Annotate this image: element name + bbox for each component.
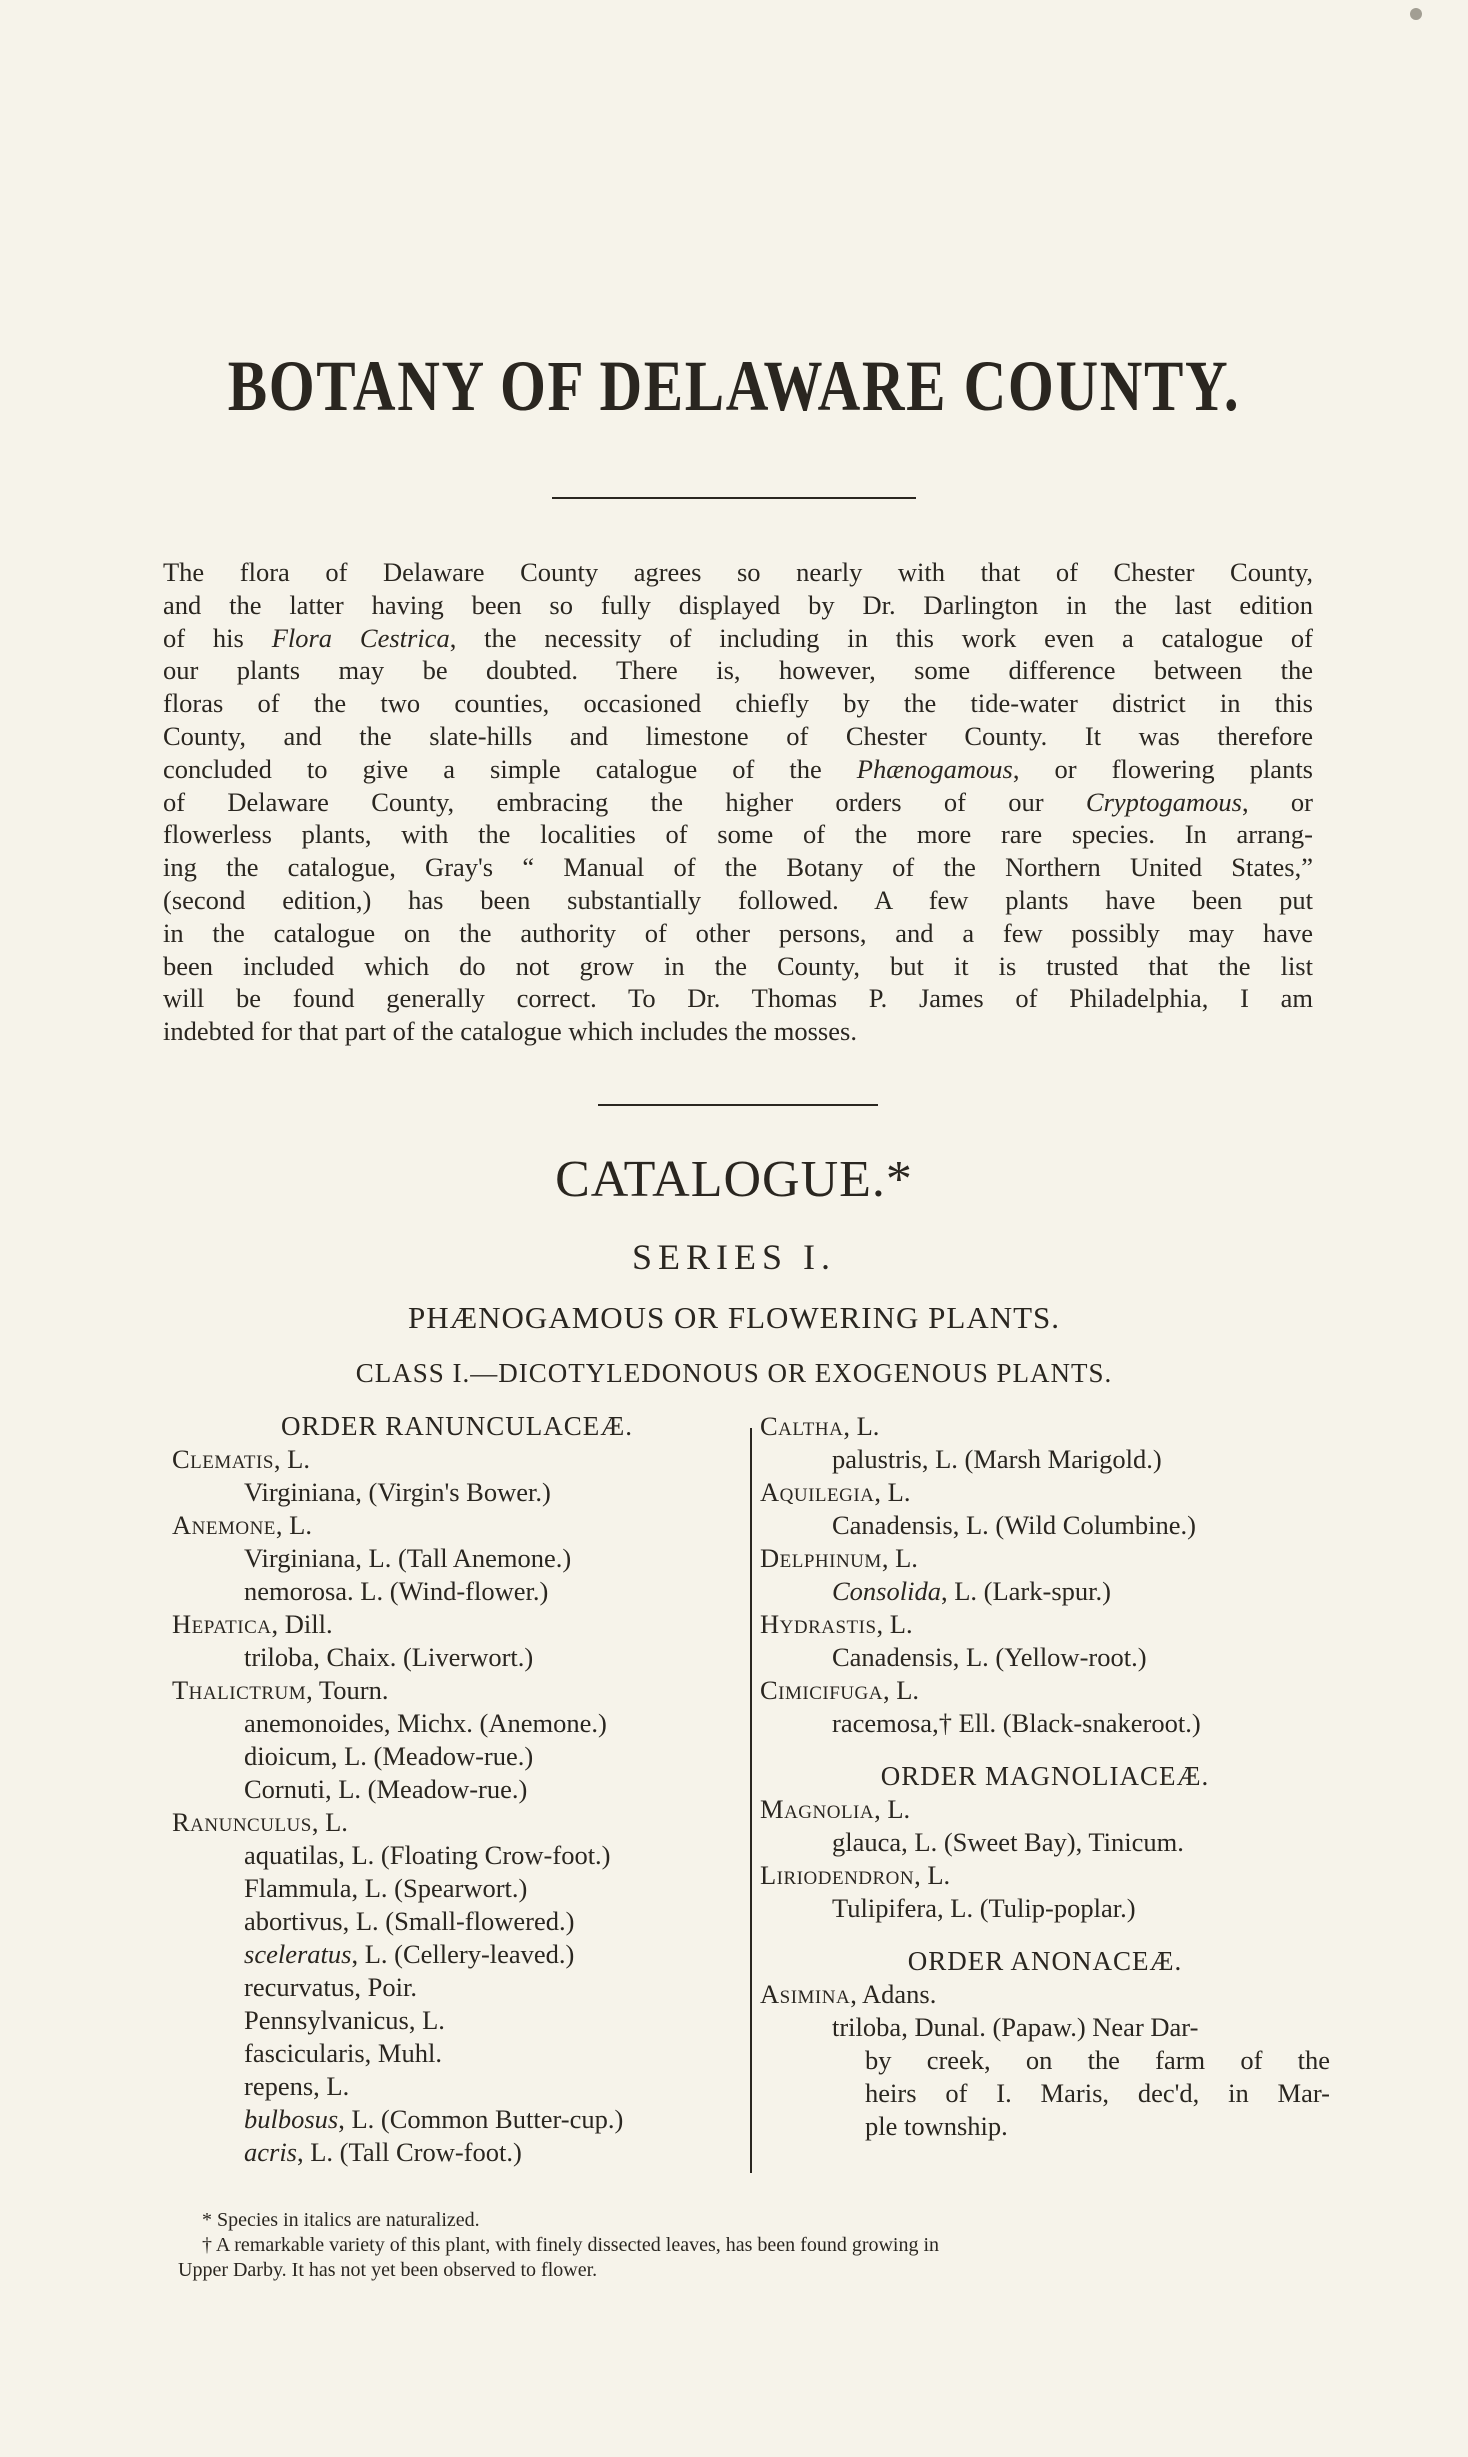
- genus-entry: [760, 1859, 1330, 1892]
- intro-line: flowerless plants, with the localities of some of the more rare species. In arrang-: [163, 819, 1313, 850]
- species-name: recurvatus: [244, 1972, 355, 2002]
- genus-name: Hydrastis: [760, 1609, 877, 1639]
- genus-authority: , L.: [914, 1860, 951, 1890]
- intro-italic: Flora Cestrica: [271, 622, 450, 653]
- species-detail: , L. (Floating Crow-foot.): [338, 1840, 611, 1870]
- species-detail: , Dunal. (Papaw.) Near Dar-: [901, 2012, 1199, 2042]
- intro-line: indebted for that part of the catalogue which includes the mosses.: [163, 1016, 857, 1047]
- species-detail: , Chaix. (Liverwort.): [313, 1642, 534, 1672]
- genus-name: Magnolia: [760, 1794, 875, 1824]
- species-detail: , Poir.: [354, 1972, 417, 2002]
- species-detail: , L. (Marsh Marigold.): [921, 1444, 1162, 1474]
- footnote-2-continued: Upper Darby. It has not yet been observed to flower.: [178, 2259, 598, 2281]
- intro-line: [163, 753, 1313, 786]
- genus-entry: [172, 1509, 742, 1542]
- genus-name: Thalictrum: [172, 1675, 307, 1705]
- species-entry: [172, 2037, 742, 2070]
- genus-authority: , L.: [876, 1609, 913, 1639]
- genus-authority: , L.: [275, 1510, 312, 1540]
- intro-line: and the latter having been so fully displayed by Dr. Darlington in the last edition: [163, 589, 1313, 620]
- species-name: fascicularis: [244, 2038, 365, 2068]
- species-name: Virginiana: [244, 1543, 356, 1573]
- species-name: anemonoides: [244, 1708, 384, 1738]
- genus-name: Asimina: [760, 1979, 851, 2009]
- species-detail: , L. (Meadow-rue.): [330, 1741, 534, 1771]
- genus-entry: [760, 1410, 1330, 1443]
- species-entry: [760, 2011, 1330, 2044]
- species-entry: [172, 1938, 742, 1971]
- genus-name: Ranunculus: [172, 1807, 312, 1837]
- species-detail: , L. (Tulip-poplar.): [937, 1893, 1136, 1923]
- footnote-1: * Species in italics are naturalized.: [202, 2209, 480, 2231]
- species-note: heirs of I. Maris, dec'd, in Mar-: [865, 2078, 1330, 2108]
- species-name: nemorosa: [244, 1576, 348, 1606]
- species-entry: [760, 1826, 1330, 1859]
- species-name: bulbosus: [244, 2104, 339, 2134]
- class-heading: CLASS I.—DICOTYLEDONOUS OR EXOGENOUS PLANTS.: [355, 1358, 1113, 1388]
- species-name: Consolida: [832, 1576, 941, 1606]
- species-detail: , L. (Cellery-leaved.): [351, 1939, 575, 1969]
- genus-name: Clematis: [172, 1444, 274, 1474]
- species-name: acris: [244, 2137, 297, 2167]
- species-detail: , L. (Sweet Bay), Tinicum.: [901, 1827, 1184, 1857]
- intro-line: County, and the slate-hills and limestone of Chester County. It was therefore: [163, 720, 1313, 751]
- species-detail: , L. (Meadow-rue.): [324, 1774, 528, 1804]
- species-detail: , (Virgin's Bower.): [355, 1477, 551, 1507]
- genus-entry: [760, 1978, 1330, 2011]
- column-divider: [750, 1428, 752, 2173]
- species-detail: . L. (Wind-flower.): [347, 1576, 549, 1606]
- species-entry: [760, 1509, 1330, 1542]
- genus-authority: , L.: [843, 1411, 880, 1441]
- species-detail: , L. (Tall Anemone.): [355, 1543, 572, 1573]
- species-name: triloba: [244, 1642, 314, 1672]
- genus-entry: [172, 1608, 742, 1641]
- species-name: sceleratus: [244, 1939, 352, 1969]
- species-detail: , L.: [408, 2005, 445, 2035]
- species-detail: , Michx. (Anemone.): [383, 1708, 607, 1738]
- species-detail: , Muhl.: [364, 2038, 442, 2068]
- intro-line: been included which do not grow in the County, but it is trusted that the list: [163, 950, 1313, 981]
- subheading: PHÆNOGAMOUS OR FLOWERING PLANTS.: [407, 1300, 1061, 1335]
- species-detail: , L. (Small-flowered.): [342, 1906, 575, 1936]
- species-name: repens: [244, 2071, 314, 2101]
- right-column: [760, 1410, 1330, 2143]
- species-name: glauca: [832, 1827, 902, 1857]
- genus-entry: [760, 1793, 1330, 1826]
- intro-text: of his: [163, 622, 272, 653]
- species-entry: [760, 1575, 1330, 1608]
- order-heading: ORDER RANUNCULACEÆ.: [280, 1411, 634, 1441]
- species-entry: [760, 1443, 1330, 1476]
- intro-line: will be found generally correct. To Dr. Thomas P. James of Philadelphia, I am: [163, 983, 1313, 1014]
- intro-line: our plants may be doubted. There is, however, some difference between the: [163, 655, 1313, 686]
- species-name: triloba: [832, 2012, 902, 2042]
- species-name: Cornuti: [244, 1774, 325, 1804]
- species-entry: [172, 1542, 742, 1575]
- footnote-2: † A remarkable variety of this plant, with finely dissected leaves, has been found growing in: [202, 2234, 940, 2256]
- genus-entry: [172, 1674, 742, 1707]
- genus-entry: [760, 1542, 1330, 1575]
- spacer: [760, 1740, 1330, 1760]
- genus-entry: [760, 1674, 1330, 1707]
- intro-line: (second edition,) has been substantially followed. A few plants have been put: [163, 884, 1313, 915]
- intro-text: , or flowering plants: [1012, 753, 1313, 784]
- intro-text: , or: [1241, 786, 1313, 817]
- species-name: aquatilas: [244, 1840, 339, 1870]
- species-name: Virginiana: [244, 1477, 356, 1507]
- page-speck: [1410, 8, 1422, 20]
- genus-name: Delphinum: [760, 1543, 882, 1573]
- intro-line: in the catalogue on the authority of other persons, and a few possibly may have: [163, 917, 1313, 948]
- page-title: BOTANY OF DELAWARE COUNTY.: [227, 346, 1241, 426]
- intro-italic: Phænogamous: [856, 753, 1013, 784]
- intro-paragraph: [163, 556, 1313, 1048]
- species-entry: [760, 1707, 1330, 1740]
- catalogue-heading: CATALOGUE.*: [555, 1151, 913, 1208]
- intro-line: [163, 786, 1313, 819]
- series-heading: SERIES I.: [631, 1237, 836, 1277]
- species-entry: [760, 1892, 1330, 1925]
- species-entry: [172, 1872, 742, 1905]
- species-name: palustris: [832, 1444, 922, 1474]
- intro-text: concluded to give a simple catalogue of the: [163, 753, 857, 784]
- species-detail: , L. (Yellow-root.): [952, 1642, 1147, 1672]
- species-entry: [172, 1839, 742, 1872]
- species-name: Canadensis: [832, 1642, 953, 1672]
- genus-name: Hepatica: [172, 1609, 272, 1639]
- species-detail: , L. (Spearwort.): [351, 1873, 528, 1903]
- intro-italic: Cryptogamous: [1085, 786, 1242, 817]
- species-entry: [172, 1773, 742, 1806]
- species-entry: [172, 1971, 742, 2004]
- species-detail: ,† Ell. (Black-snakeroot.): [932, 1708, 1201, 1738]
- intro-text: of Delaware County, embracing the higher orders of our: [163, 786, 1086, 817]
- species-detail: , L. (Common Butter-cup.): [338, 2104, 624, 2134]
- genus-authority: , L.: [874, 1794, 911, 1824]
- left-column: [172, 1410, 742, 2169]
- genus-authority: , L.: [882, 1675, 920, 1705]
- genus-entry: [172, 1443, 742, 1476]
- species-entry: [172, 2070, 742, 2103]
- species-name: Canadensis: [832, 1510, 953, 1540]
- species-entry: [172, 1905, 742, 1938]
- species-entry: [172, 2136, 742, 2169]
- genus-name: Aquilegia: [760, 1477, 875, 1507]
- genus-name: Cimicifuga: [760, 1675, 883, 1705]
- spacer: [760, 1925, 1330, 1945]
- species-detail: , L. (Tall Crow-foot.): [297, 2137, 522, 2167]
- title-rule: [552, 497, 916, 499]
- species-entry: [172, 2103, 742, 2136]
- species-entry: [172, 2004, 742, 2037]
- species-entry: [172, 1575, 742, 1608]
- intro-line: ing the catalogue, Gray's “ Manual of the Botany of the Northern United States,”: [163, 852, 1313, 883]
- genus-authority: , L.: [881, 1543, 918, 1573]
- species-entry: [172, 1641, 742, 1674]
- species-name: Tulipifera: [832, 1893, 938, 1923]
- genus-authority: , L.: [273, 1444, 310, 1474]
- species-detail: , L.: [313, 2071, 350, 2101]
- species-entry: [172, 1476, 742, 1509]
- genus-name: Anemone: [172, 1510, 276, 1540]
- order-heading: ORDER ANONACEÆ.: [907, 1946, 1183, 1976]
- species-name: Pennsylvanicus: [244, 2005, 409, 2035]
- genus-authority: , Tourn.: [306, 1675, 389, 1705]
- genus-authority: , Adans.: [850, 1979, 937, 2009]
- genus-name: Liriodendron: [760, 1860, 915, 1890]
- intro-line: [163, 622, 1313, 655]
- species-name: abortivus: [244, 1906, 343, 1936]
- genus-authority: , L.: [874, 1477, 911, 1507]
- intro-line: floras of the two counties, occasioned chiefly by the tide-water district in this: [163, 688, 1313, 719]
- species-entry: [172, 1707, 742, 1740]
- species-entry: [172, 1740, 742, 1773]
- species-name: dioicum: [244, 1741, 331, 1771]
- section-rule: [598, 1104, 878, 1106]
- species-detail: , L. (Wild Columbine.): [952, 1510, 1196, 1540]
- genus-name: Caltha: [760, 1411, 844, 1441]
- genus-entry: [172, 1806, 742, 1839]
- intro-text: , the necessity of including in this work even a catalogue of: [449, 622, 1314, 653]
- genus-authority: , Dill.: [271, 1609, 333, 1639]
- species-note: ple township.: [865, 2111, 1008, 2141]
- footnotes: [178, 2208, 1328, 2283]
- genus-entry: [760, 1608, 1330, 1641]
- genus-entry: [760, 1476, 1330, 1509]
- species-entry: [760, 1641, 1330, 1674]
- order-heading: ORDER MAGNOLIACEÆ.: [880, 1761, 1210, 1791]
- intro-line: The flora of Delaware County agrees so nearly with that of Chester County,: [163, 557, 1313, 587]
- species-name: racemosa: [832, 1708, 933, 1738]
- species-name: Flammula: [244, 1873, 352, 1903]
- genus-authority: , L.: [311, 1807, 348, 1837]
- species-detail: , L. (Lark-spur.): [940, 1576, 1111, 1606]
- species-note: by creek, on the farm of the: [865, 2045, 1330, 2075]
